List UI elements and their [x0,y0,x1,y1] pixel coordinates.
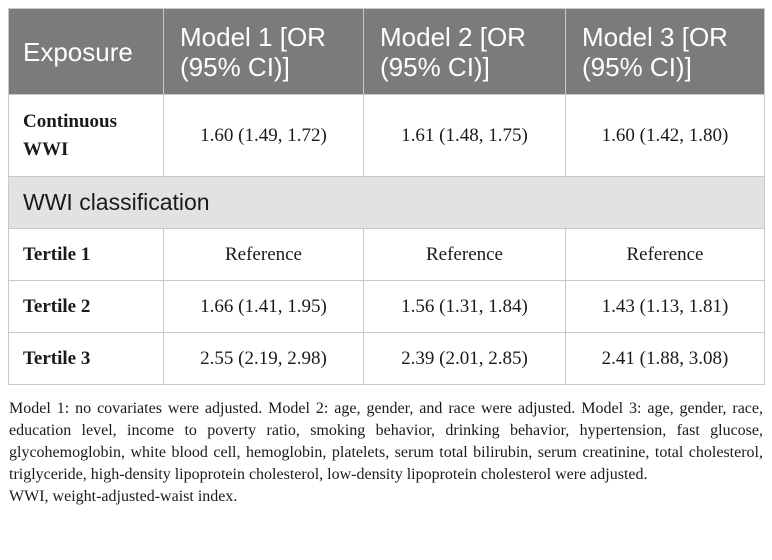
cell-tertile-1-model-1: Reference [164,229,364,281]
cell-tertile-3-model-2: 2.39 (2.01, 2.85) [364,333,566,385]
header-model-3: Model 3 [OR (95% CI)] [566,9,765,95]
cell-tertile-2-model-2: 1.56 (1.31, 1.84) [364,281,566,333]
table-row-tertile-3 [9,333,765,385]
section-label-wwi-classification: WWI classification [9,177,765,229]
header-exposure: Exposure [9,9,164,95]
table-row-tertile-1 [9,229,765,281]
table-row-continuous-wwi [9,95,765,177]
footnote-abbreviation: WWI, weight-adjusted-waist index. [9,488,238,505]
table-section-wwi-classification [9,177,765,229]
results-table-container [8,8,764,385]
cell-tertile-2-model-3: 1.43 (1.13, 1.81) [566,281,765,333]
cell-continuous-model-3: 1.60 (1.42, 1.80) [566,95,765,177]
row-label-tertile-1: Tertile 1 [9,229,164,281]
header-model-2: Model 2 [OR (95% CI)] [364,9,566,95]
row-label-tertile-2: Tertile 2 [9,281,164,333]
row-label-tertile-3: Tertile 3 [9,333,164,385]
table-footnote [9,398,763,508]
cell-continuous-model-2: 1.61 (1.48, 1.75) [364,95,566,177]
row-label-continuous-wwi: Continuous WWI [9,95,164,177]
cell-tertile-2-model-1: 1.66 (1.41, 1.95) [164,281,364,333]
cell-tertile-3-model-3: 2.41 (1.88, 3.08) [566,333,765,385]
cell-tertile-3-model-1: 2.55 (2.19, 2.98) [164,333,364,385]
cell-tertile-1-model-3: Reference [566,229,765,281]
odds-ratio-table [8,8,765,385]
cell-tertile-1-model-2: Reference [364,229,566,281]
table-header-row [9,9,765,95]
header-model-1: Model 1 [OR (95% CI)] [164,9,364,95]
table-row-tertile-2 [9,281,765,333]
cell-continuous-model-1: 1.60 (1.49, 1.72) [164,95,364,177]
footnote-models: Model 1: no covariates were adjusted. Model 2: age, gender, and race were adjusted. Model 3: age, gender, race, education level, income to poverty ratio, smoking behavior, drinking behavior, hypertension, fast glucose, glycohemoglobin, white blood cell, hemoglobin, platelets, serum total bilirubin, serum creatinine, total cholesterol, triglyceride, high-density lipoprotein cholesterol, low-density lipoprotein cholesterol were adjusted. [9,400,763,483]
